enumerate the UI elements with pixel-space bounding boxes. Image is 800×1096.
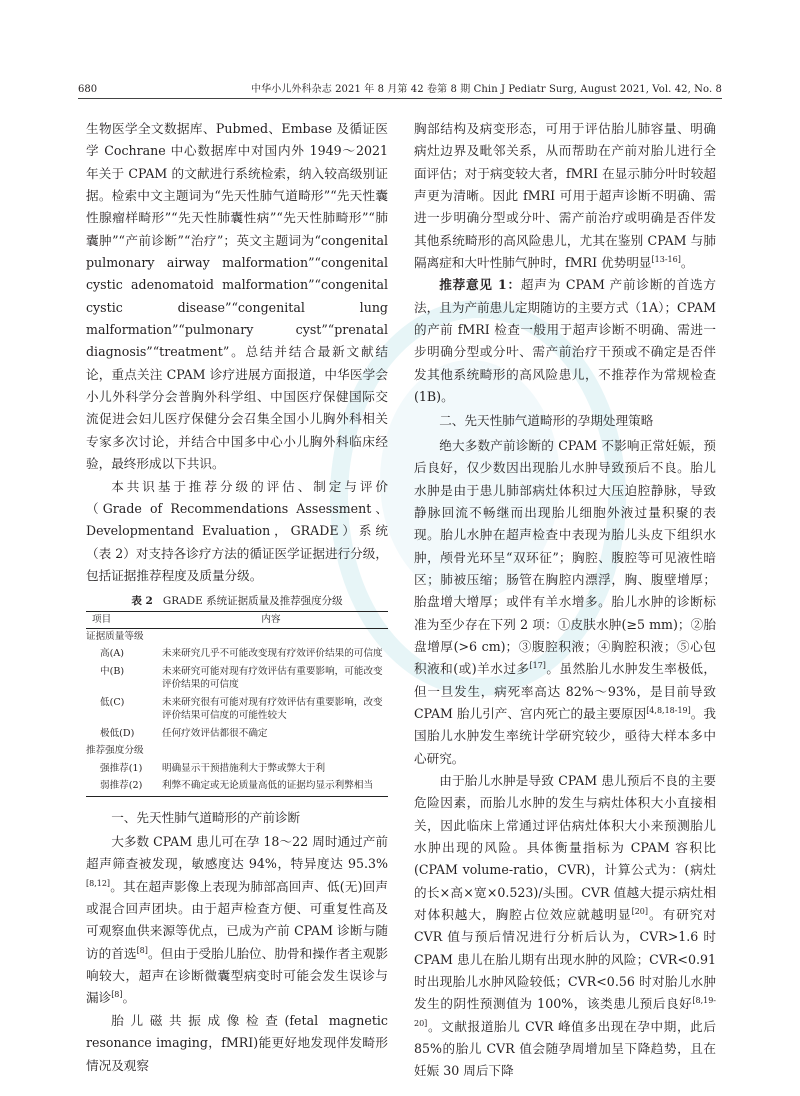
table-title: GRADE 系统证据质量及推荐强度分级	[162, 595, 343, 608]
table-cell-content: 未来研究可能对现有疗效评估有重要影响，可能改变评价结果的可信度	[162, 665, 383, 691]
citation: [8]	[111, 990, 123, 1000]
table-group-label: 证据质量等级	[86, 630, 144, 642]
section-heading-prenatal-diagnosis: 一、先天性肺气道畸形的产前诊断	[111, 809, 301, 825]
right-column	[414, 118, 716, 1083]
table-cell-item: 中(B)	[100, 665, 125, 677]
table-label: 表 2	[131, 595, 153, 608]
table-row	[86, 778, 388, 796]
table-cell-item: 低(C)	[100, 696, 125, 708]
table-row	[86, 664, 388, 695]
hydrops-paragraph: 绝大多数产前诊断的 CPAM 不影响正常妊娠，预后良好，仅少数因出现胎儿水肿导致预后不良。胎儿水肿是由于患儿肺部病灶体积过大压迫腔静脉，导致静脉回流不畅继而出现胎儿细胞外液过量积聚的表现。胎儿水肿在超声检查中表现为胎儿头皮下组织水肿，颅骨光环呈“双环征”；胸腔、腹腔等可见液性暗区；肺被压缩；肠管在胸腔内漂浮，胸、腹壁增厚；胎盘增大增厚；或伴有羊水增多。胎儿水肿的诊断标准为至少存在下列 2 项：①皮肤水肿(≥5 mm)；②胎盘增厚(>6 cm)；③腹腔积液；④胸腔积液；⑤心包积液和(或)羊水过多[17]。虽然胎儿水肿发生率极低，但一旦发生，病死率高达 82%～93%，是目前导致 CPAM 胎儿引产、宫内死亡的最主要原因[4,8,18-19]。我国胎儿水肿发生率统计学研究较少，亟待大样本多中心研究。	[414, 437, 717, 766]
citation: [4,8,18-19]	[646, 705, 691, 715]
table-cell-item: 极低(D)	[100, 727, 135, 739]
table-caption	[86, 593, 388, 609]
citation: [17]	[529, 661, 546, 671]
table-cell-content: 未来研究很有可能对现有疗效评估有重要影响，改变评价结果可信度的可能性较大	[162, 696, 383, 722]
fmri-paragraph-continued: 胸部结构及病变形态，可用于评估胎儿肺容量、明确病灶边界及毗邻关系，从而帮助在产前对胎儿进行全面评估；对于病变较大者，fMRI 在显示肺分叶时较超声更为清晰。因此 fMRI 可用于超声诊断不明确、需进一步明确分型或分叶、需产前治疗或明确是否伴发其他系统畸形的高风险患儿，尤其在鉴别 CPAM 与肺隔离症和大叶性肺气肿时，fMRI 优势明显[13-16]。	[414, 121, 716, 271]
cvr-paragraph: 由于胎儿水肿是导致 CPAM 患儿预后不良的主要危险因素，而胎儿水肿的发生与病灶体积大小直接相关，因此临床上常通过评估病灶体积大小来预测胎儿水肿出现的风险。具体衡量指标为 CPAM 容积比(CPAM volume-ratio，CVR)，计算公式为：(病灶的长×高×宽×0.523)/头围。CVR 值越大提示病灶相对体积越大，胸腔占位效应就越明显[20]。有研究对 CVR 值与预后情况进行分析后认为，CVR>1.6 时 CPAM 患儿在胎儿期有出现水肿的风险；CVR<0.91 时出现胎儿水肿风险较低；CVR<0.56 时对胎儿水肿发生的阴性预测值为 100%，该类患儿预后良好[8,19-20]。文献报道胎儿 CVR 峰值多出现在孕中期，此后 85%的胎儿 CVR 值会随孕周增加呈下降趋势，且在妊娠 30 周后下降	[414, 772, 717, 1079]
citation: [20]	[631, 906, 649, 916]
recommendation-1: 推荐意见 1：超声为 CPAM 产前诊断的首选方法，且为产前患儿定期随访的主要方式（1A）；CPAM 的产前 fMRI 检查一般用于超声诊断不明确、需进一步明确分型或分叶、需产前治疗干预或不确定是否伴发其他系统畸形的高风险患儿，不推荐作为常规检查(1B)。	[414, 277, 716, 405]
ultrasound-paragraph: 大多数 CPAM 患儿可在孕 18～22 周时通过产前超声筛查被发现，敏感度达 94%，特异度达 95.3%[8,12]。其在超声影像上表现为肺部高回声、低(无)回声或混合回声团块。由于超声检查方便、可重复性高及可观察血供来源等优点，已成为产前 CPAM 诊断与随访的首选[8]。但由于受胎儿胎位、肋骨和操作者主观影响较大，超声在诊断微囊型病变时可能会发生误诊与漏诊[8]。	[86, 834, 389, 1006]
table-row	[86, 695, 388, 726]
search-strategy-paragraph: 生物医学全文数据库、Pubmed、Embase 及循证医学 Cochrane 中心数据库中对国内外 1949～2021 年关于 CPAM 的文献进行系统检索，纳入较高级别证据。检索中文主题词为“先天性肺气道畸形”“先天性囊性腺瘤样畸形”“先天性肺囊性病”“先天性肺畸形”“肺囊肿”“产前诊断”“治疗”；英文主题词为“congenital pulmonary airway malformation”“congenital cystic adenomatoid malformation”“congenital cystic disease”“congenital lung malformation”“pulmonary cyst”“prenatal diagnosis”“treatment”。总结并结合最新文献结论，重点关注 CPAM 诊疗进展方面报道，中华医学会小儿外科学分会普胸外科学组、中国医疗保健国际交流促进会妇儿医疗保健分会召集全国小儿胸外科相关专家多次讨论，并结合中国多中心小儿胸外科临床经验，最终形成以下共识。	[86, 121, 388, 472]
fmri-paragraph-start: 胎儿磁共振成像检查(fetal magnetic resonance imaging，fMRI)能更好地发现伴发畸形情况及观察	[86, 1012, 388, 1073]
table-group-row	[86, 628, 388, 646]
table-cell-content: 任何疗效评估都很不确定	[162, 727, 268, 739]
citation: [13-16]	[651, 254, 681, 264]
section-heading-pregnancy-management: 二、先天性肺气道畸形的孕期处理策略	[439, 413, 654, 429]
table-cell-content: 利弊不确定或无论质量高低的证据均显示利弊相当	[154, 778, 388, 796]
journal-running-header: 中华小儿外科杂志 2021 年 8 月第 42 卷第 8 期 Chin J Pediatr Surg, August 2021, Vol. 42, No. 8	[251, 84, 722, 95]
table-header-content: 内容	[154, 612, 388, 629]
table-group-label: 推荐强度分级	[86, 745, 144, 757]
citation: [8,12]	[86, 878, 111, 888]
table-header-row	[86, 612, 388, 629]
page-number: 680	[78, 84, 98, 95]
header-rule	[78, 98, 722, 99]
left-column	[86, 118, 388, 1077]
grade-table	[86, 611, 388, 797]
grade-paragraph: 本共识基于推荐分级的评估、制定与评价（Grade of Recommendations Assessment、Developmentand Evaluation，GRADE）系统（表 2）对支持各诊疗方法的循证医学证据进行分级，包括证据推荐程度及质量分级。	[86, 478, 388, 583]
table-row	[86, 646, 388, 664]
table-group-row	[86, 743, 388, 761]
citation: [8]	[136, 945, 148, 955]
recommendation-label: 推荐意见 1：	[439, 277, 521, 293]
table-cell-content: 明确显示干预措施利大于弊或弊大于利	[162, 762, 326, 774]
table-cell-item: 高(A)	[100, 648, 125, 660]
table-row	[86, 726, 388, 744]
table-header-item: 项目	[86, 612, 154, 629]
citation: [8,19-20]	[414, 996, 716, 1028]
table-row	[86, 761, 388, 779]
table-cell-item: 弱推荐(2)	[86, 778, 154, 796]
table-cell-item: 强推荐(1)	[100, 762, 143, 774]
table-cell-content: 未来研究几乎不可能改变现有疗效评价结果的可信度	[162, 648, 383, 660]
